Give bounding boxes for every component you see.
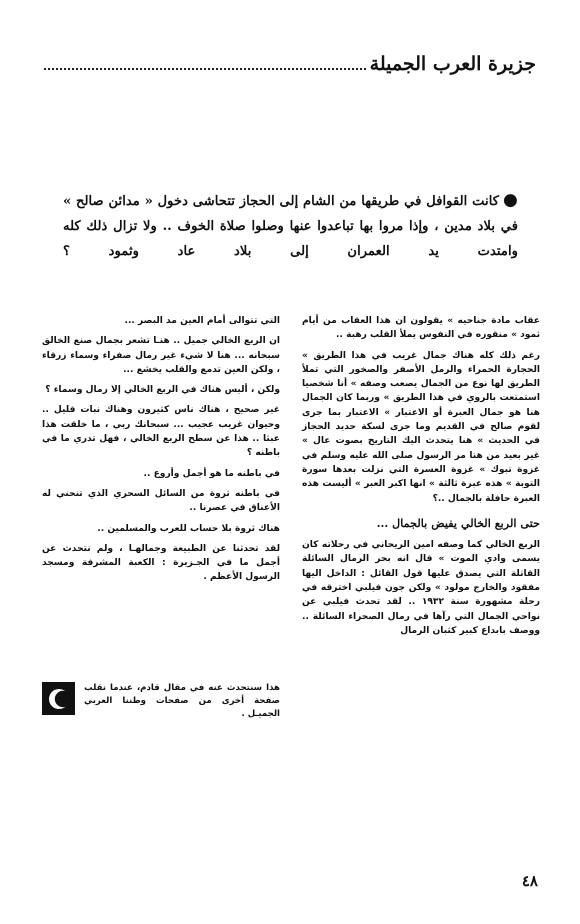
- left-paragraph-5: في باطنه ما هو أجمل وأروع ..: [143, 468, 280, 479]
- left-paragraph-3: ولكن ، أليس هناك في الربع الخالي إلا رمال وسماء ؟: [45, 385, 280, 396]
- crescent-logo-icon: [42, 682, 75, 715]
- left-paragraph-7: هناك ثروة بلا حساب للعرب والمسلمين ..: [97, 523, 280, 534]
- lead-paragraph: [63, 188, 518, 264]
- lead-text: كانت القوافل في طريقها من الشام إلى الحجاز تتحاشى دخول « مدائن صالح » في بلاد مدين ، وإذا مروا بها تباعدوا عنها وصلوا صلاة الخوف .. ولا تزال ذلك كله وامتدت يد العمران إلى بلاد عاد وثمود ؟: [63, 194, 518, 259]
- closing-paragraph: هذا سنتحدث عنه في مقال قادم، عندما نقلب صفحة أخرى من صفحات وطننا العربي الجميـل .: [84, 683, 280, 719]
- header-title: جزيرة العرب الجميلة: [369, 53, 536, 75]
- right-column: [302, 314, 540, 644]
- right-paragraph-2: رغم ذلك كله هناك جمال غريب في هذا الطريق » الحجارة الحمراء والرمل الأصفر والصخور التي تملأ الطريق لها نوع من الجمال يصعب وصفه » أنا شخصيا استمتعت بالروي في هذا الطريق » وربما كان الجمال هنا هو جمال العبرة أو الاعتبار » الاعتبار بما جرى لقوم صالح في القديم وما جرى لسكة حديد الحجاز في الحديث » هنا يتحدث اليك التاريخ بصوت عال » غير بعيد من هنا مر الرسول صلى الله عليه وسلم في غزوة تبوك » غزوة العسرة التي نزلت بعدها سورة التوبة » هذه عبرة ثالثة » انها اكبر العبر » أليست هذه العبرة حافلة بالجمال ..؟: [302, 350, 540, 504]
- left-column: [42, 314, 280, 591]
- right-paragraph-3: الربع الخالي كما وصفه امين الريحاني في رحلاته كان يسمى وادي الموت » قال انه بحر الرمال السائلة القاتلة التي يصدق عليها قول القائل : الداخل اليها مفقود والخارج مولود » ولكن جون فيلبي اخترقه في رحلة مشهورة سنة ١٩٣٢ .. لقد تحدث فيلبي عن نواحي الجمال التي رآها في رمال الصحراء السائلة .. ووصف بابداع كبير كثبان الرمال: [302, 540, 540, 636]
- left-paragraph-8: لقد تحدثنا عن الطبيعة وجمالهـا ، ولم نتحدث عن أجمل ما في الجـزيرة : الكعبة المشرفة ومسجد الرسول الأعظم .: [42, 543, 280, 583]
- left-paragraph-1: التي تتوالى أمام العين مد البصر ...: [124, 316, 280, 326]
- right-paragraph-1: عقاب مادة جناحيه » يقولون ان هذا العقاب من أيام ثمود » منقوره في النفوس يملأ القلب رهبة ..: [302, 316, 540, 341]
- left-paragraph-6: في باطنه ثروة من السائل السحري الذي تنحني له الأعناق في عصرنا ..: [42, 488, 280, 514]
- header-dotted-rule: [44, 68, 366, 70]
- left-paragraph-2: ان الربع الخالي جميل .. هنـا تشعر بجمال صنع الخالق سبحانه ... هنا لا شيء غير رمال صفراء وسماء زرقاء ، ولكن العين تدمع والقلب يخشع ...: [42, 336, 280, 375]
- page-number: ٤٨: [521, 872, 538, 890]
- bullet-icon: ●: [503, 190, 518, 210]
- page-header: [44, 44, 536, 74]
- left-paragraph-4: غير صحيح ، هناك ناس كثيرون وهناك نبات قليل .. وحيوان غريب عجيب ... سبحانك ربي ، ما خلقت هذا عبثا .. هذا عن سطح الربع الخالي ، فهل تدري ما في باطنه ؟: [42, 405, 280, 459]
- section-subheading: حتى الربع الخالي يفيض بالجمال ...: [376, 515, 540, 530]
- crescent-shape: [46, 686, 72, 712]
